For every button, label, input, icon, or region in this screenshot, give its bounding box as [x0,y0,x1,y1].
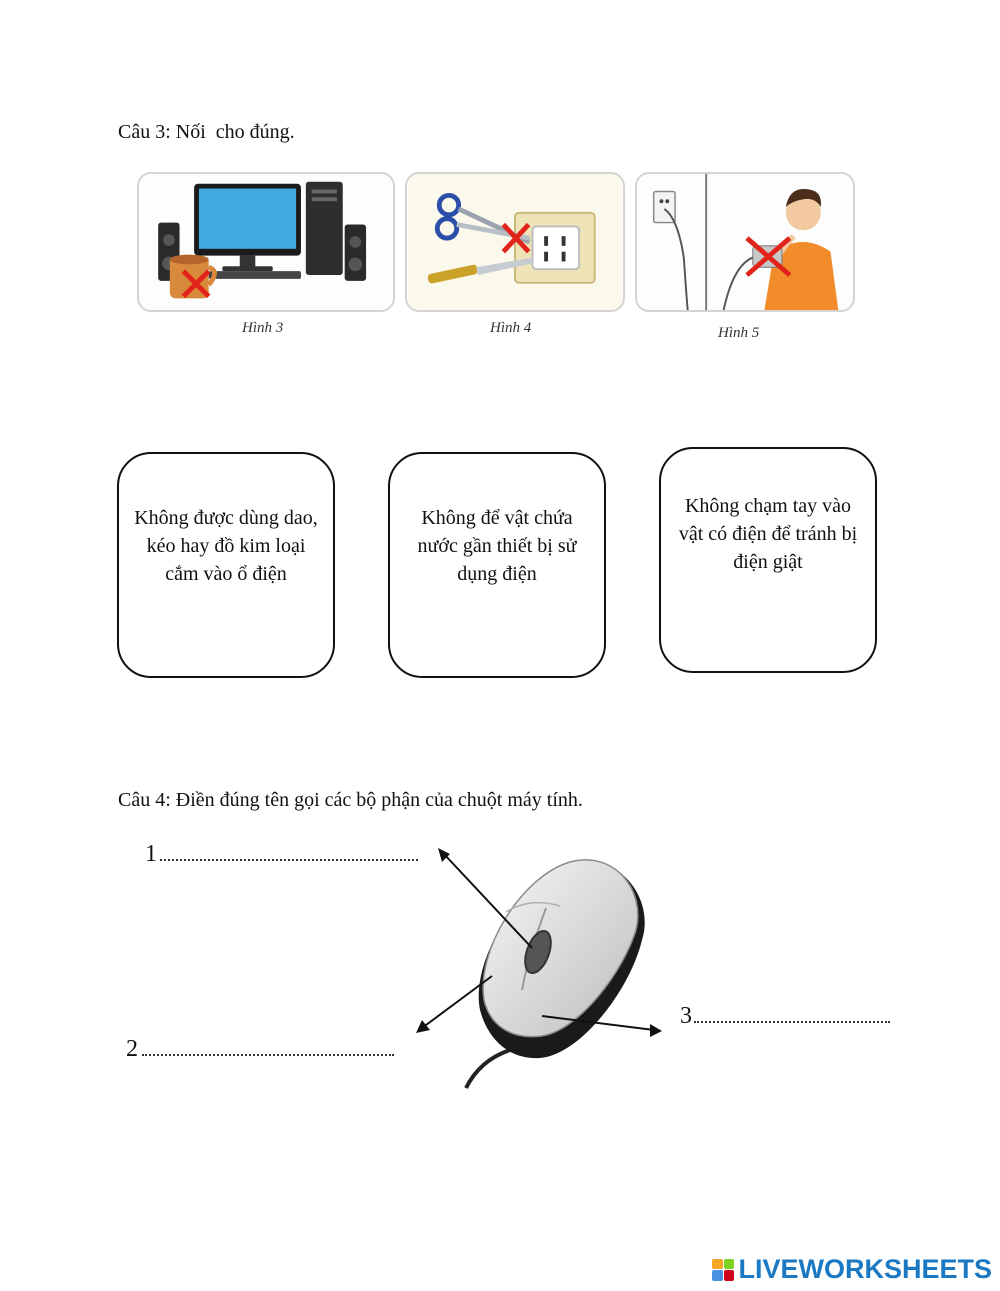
picture-boy-touching-plug [635,172,855,312]
question-3-title: Câu 3: Nối cho đúng. [118,121,295,143]
picture-3-caption: Hình 3 [242,320,284,336]
match-box-2[interactable] [388,452,606,678]
scissors-socket-illustration [407,174,623,310]
blank-1-input[interactable] [160,859,418,861]
blank-3-input[interactable] [694,1021,890,1023]
picture-computer-with-cup [137,172,395,312]
match-box-3[interactable] [659,447,877,673]
liveworksheets-text: LIVEWORKSHEETS [738,1254,992,1284]
blank-1-label: 1 [145,841,157,867]
match-box-2-text: Không để vật chứa nước gần thiết bị sử dụng điện [417,507,577,585]
picture-5-caption: Hình 5 [718,325,760,341]
blank-3-label: 3 [680,1003,692,1029]
picture-4-caption: Hình 4 [490,320,532,336]
blank-2-input[interactable] [142,1054,394,1056]
picture-scissors-knife-socket [405,172,625,312]
blank-2-label: 2 [126,1036,138,1062]
computer-cup-illustration [139,174,393,310]
boy-plug-illustration [637,174,853,310]
question-4-title: Câu 4: Điền đúng tên gọi các bộ phận của chuột máy tính. [118,789,583,811]
liveworksheets-branding [712,1254,992,1285]
computer-mouse-illustration [410,840,680,1090]
liveworksheets-logo-icon [712,1259,734,1281]
match-box-1[interactable] [117,452,335,678]
match-box-3-text: Không chạm tay vào vật có điện để tránh bị điện giật [678,495,858,573]
match-box-1-text: Không được dùng dao, kéo hay đồ kim loại cắm vào ổ điện [134,507,318,585]
